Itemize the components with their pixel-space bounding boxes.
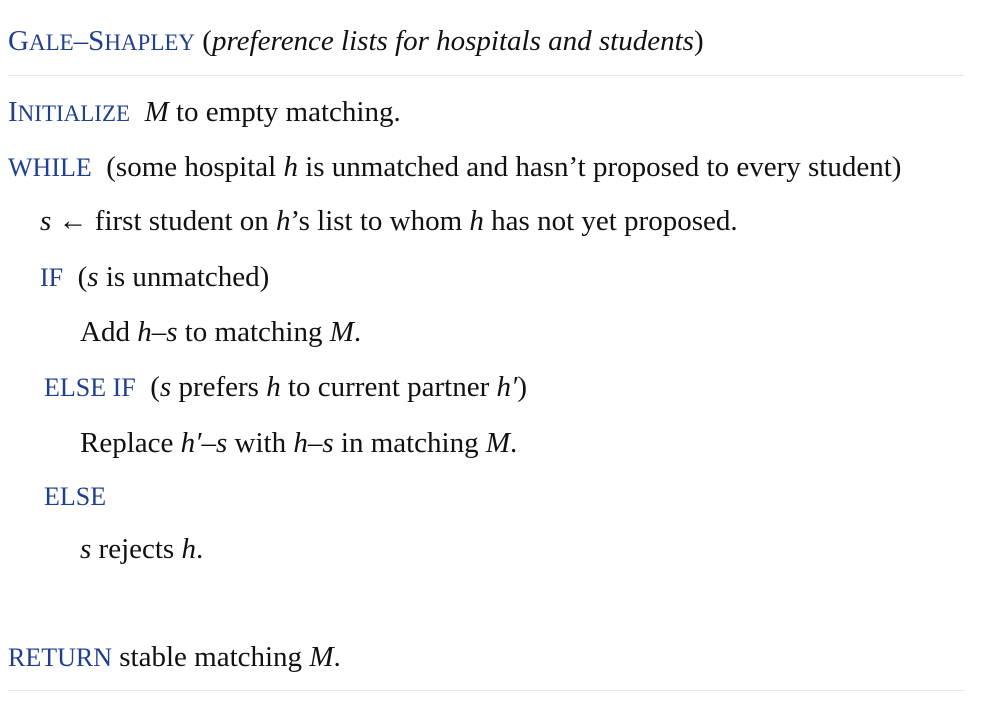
var-h: h — [266, 371, 281, 403]
line-return — [8, 640, 341, 675]
if-text-2: is unmatched) — [98, 261, 270, 293]
reject-text-1: rejects — [91, 533, 182, 565]
keyword-else-if: ELSE IF — [44, 373, 136, 402]
assign-arrow: ← — [51, 205, 95, 237]
if-text-1: ( — [77, 261, 88, 293]
init-text: to empty matching. — [168, 96, 401, 128]
algo-name-initial-g: G — [8, 25, 29, 57]
var-s: s — [87, 261, 99, 293]
elseif-text-3: to current partner — [280, 371, 497, 403]
algo-name-initial-s: S — [88, 25, 105, 57]
while-text-1: (some hospital — [106, 151, 284, 183]
assign-text-1: first student on — [94, 205, 277, 237]
keyword-else: ELSE — [44, 482, 107, 511]
algorithm-name — [8, 27, 195, 56]
line-assign-student — [40, 204, 738, 238]
header-divider — [8, 75, 964, 76]
footer-divider — [8, 690, 964, 691]
assign-text-3: has not yet proposed. — [483, 205, 738, 237]
elseif-text-2: prefers — [171, 371, 267, 403]
line-replace-pair — [80, 426, 517, 460]
assign-text-2: ’s list to whom — [290, 205, 470, 237]
line-initialize — [8, 95, 401, 131]
header-close-paren: ) — [693, 25, 704, 57]
algo-name-part-hapley: HAPLEY — [104, 30, 196, 55]
var-h: h — [181, 533, 196, 565]
replace-text-3: in matching — [333, 427, 486, 459]
algo-name-dash: – — [73, 25, 89, 57]
var-m: M — [309, 641, 334, 673]
line-else — [44, 479, 106, 514]
var-s: s — [80, 533, 92, 565]
line-while — [8, 150, 901, 185]
pair-h-s: h–s — [137, 316, 178, 348]
keyword-if: IF — [40, 263, 64, 292]
var-s: s — [159, 371, 172, 403]
pair-h-prime-s: h′–s — [180, 427, 228, 459]
keyword-initialize — [8, 98, 130, 127]
var-h: h — [469, 205, 484, 237]
line-reject — [80, 532, 203, 566]
var-s: s — [40, 205, 52, 237]
line-else-if — [44, 370, 527, 405]
replace-text-4: . — [510, 427, 518, 459]
return-text-2: . — [333, 641, 341, 673]
var-h: h — [283, 151, 298, 183]
var-m: M — [485, 427, 511, 459]
header-open-paren: ( — [195, 25, 212, 57]
line-if — [40, 260, 269, 295]
replace-text-2: with — [227, 427, 294, 459]
var-h: h — [276, 205, 291, 237]
keyword-while: WHILE — [8, 153, 92, 182]
var-h-prime: h′ — [496, 371, 518, 403]
elseif-text-1: ( — [150, 371, 160, 403]
algo-name-part-ale: ALE — [28, 30, 74, 55]
algorithm-params: preference lists for hospitals and students — [211, 25, 694, 57]
var-m: M — [144, 96, 169, 128]
replace-text-1: Replace — [80, 427, 181, 459]
reject-text-2: . — [195, 533, 204, 565]
kw-initialize-rest: NITIALIZE — [17, 101, 131, 126]
line-add-pair — [80, 315, 361, 349]
add-text-1: Add — [80, 316, 138, 348]
add-text-3: . — [353, 316, 362, 348]
elseif-text-4: ) — [517, 371, 528, 403]
add-text-2: to matching — [177, 316, 330, 348]
var-m: M — [329, 316, 354, 348]
return-text-1: stable matching — [112, 641, 310, 673]
algorithm-header — [8, 24, 704, 60]
while-text-2: is unmatched and hasn’t proposed to every student) — [297, 151, 902, 183]
keyword-return: RETURN — [8, 643, 112, 672]
pair-h-s: h–s — [293, 427, 334, 459]
kw-initialize-initial: I — [8, 96, 18, 128]
